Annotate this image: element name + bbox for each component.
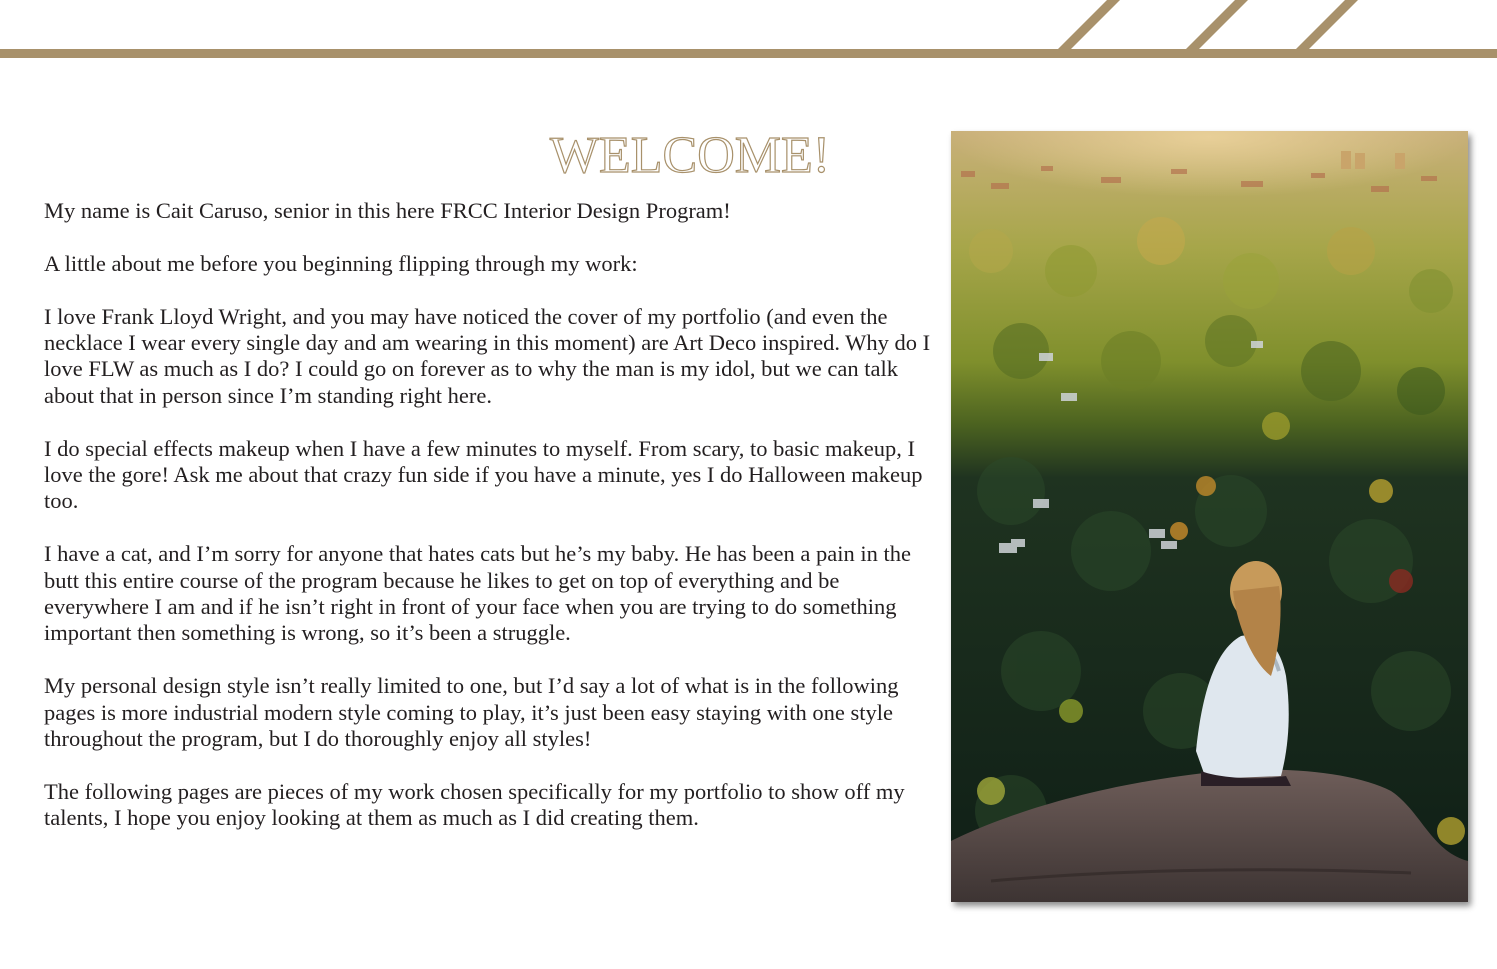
diagonal-stripe-2 (1186, 0, 1248, 49)
page-title: WELCOME! (549, 127, 831, 184)
paragraph-makeup: I do special effects makeup when I have a few minutes to myself. From scary, to basic makeup, I love the gore! Ask me about that crazy fun side if you have a minute, yes I do Halloween makeup too. (44, 435, 923, 514)
portrait-photo (951, 131, 1468, 902)
paragraph-lead-in: A little about me before you beginning flipping through my work: (44, 250, 638, 276)
paragraph-closing: The following pages are pieces of my work chosen specifically for my portfolio to show off my talents, I hope you enjoy looking at them as much as I did creating them. (44, 778, 905, 831)
paragraph-design-style: My personal design style isn’t really limited to one, but I’d say a lot of what is in the following pages is more industrial modern style coming to play, it’s just been easy staying with one style throughout the program, but I do thoroughly enjoy all styles! (44, 673, 899, 752)
header-rule (0, 49, 1497, 58)
paragraph-cat: I have a cat, and I’m sorry for anyone that hates cats but he’s my baby. He has been a pain in the butt this entire course of the program because he likes to get on top of everything and be everywhere I am and if he isn’t right in front of your face when you are trying to do something important then something is wrong, so it’s been a struggle. (44, 541, 911, 646)
diagonal-stripe-3 (1296, 0, 1358, 49)
landscape-photo-icon (951, 131, 1468, 902)
paragraph-flw: I love Frank Lloyd Wright, and you may have noticed the cover of my portfolio (and even the necklace I wear every single day and am wearing in this moment) are Art Deco inspired. Why do I love FLW as much as I do? I could go on forever as to why the man is my idol, but we can talk about that in person since I’m standing right here. (44, 303, 931, 408)
intro-text (44, 198, 940, 858)
paragraph-intro: My name is Cait Caruso, senior in this here FRCC Interior Design Program! (44, 198, 731, 223)
diagonal-stripe-1 (1058, 0, 1120, 49)
header-decoration (0, 0, 1497, 70)
